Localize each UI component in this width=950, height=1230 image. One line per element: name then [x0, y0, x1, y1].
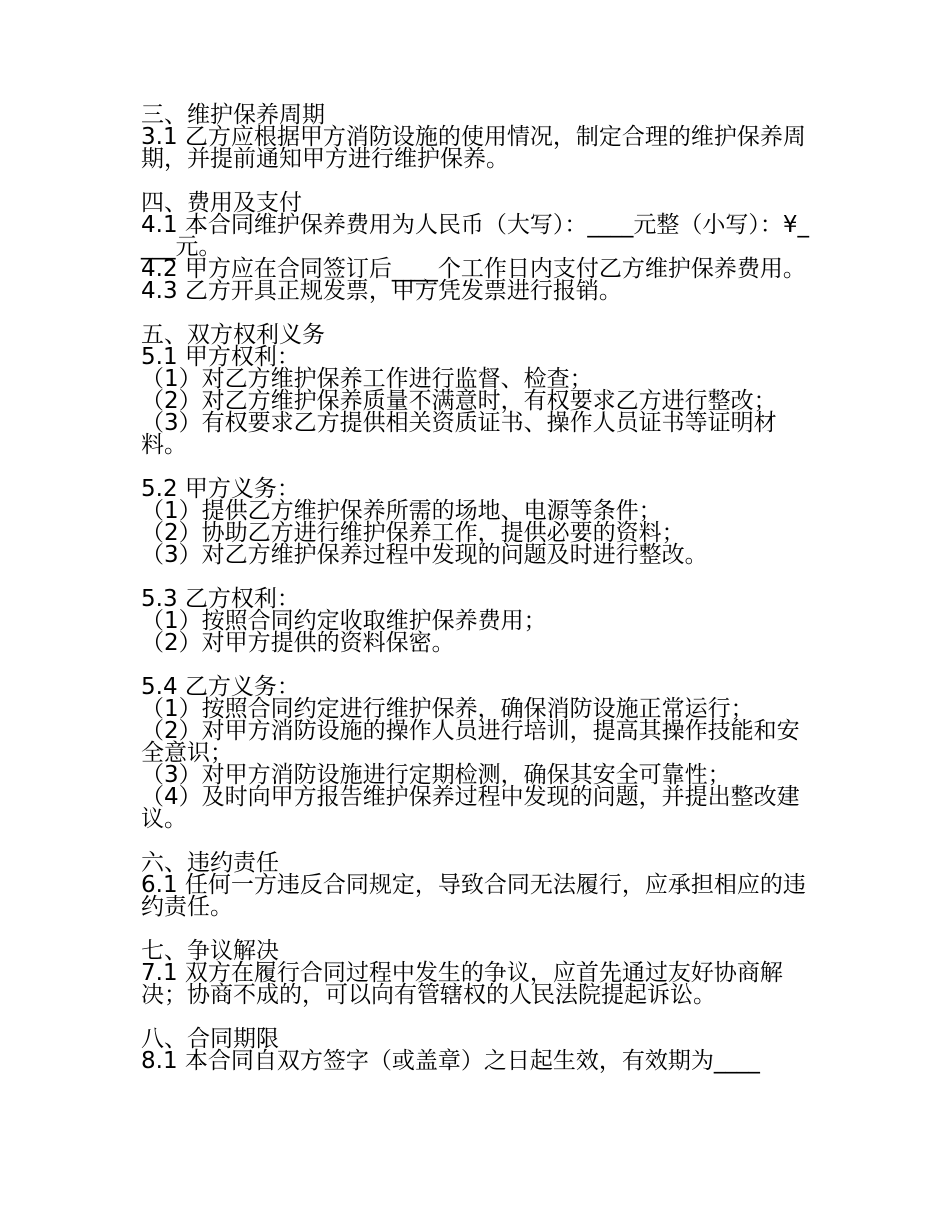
clause-line: 5.1 甲方权利： [141, 344, 300, 370]
section-rights-obligations [141, 324, 811, 456]
clause-line: 4.2 甲方应在合同签订后____个工作日内支付乙方维护保养费用。 [141, 256, 806, 282]
section-heading: 七、争议解决 [141, 938, 279, 964]
clause-line: （3）对乙方维护保养过程中发现的问题及时进行整改。 [141, 542, 708, 568]
clause-line: 6.1 任何一方违反合同规定，导致合同无法履行，应承担相应的违约责任。 [141, 872, 806, 920]
section-heading: 五、双方权利义务 [141, 322, 325, 348]
section-heading: 5.2 甲方义务： [141, 476, 300, 502]
clause-line: （1）按照合同约定收取维护保养费用； [141, 608, 547, 634]
clause-line: 3.1 乙方应根据甲方消防设施的使用情况，制定合理的维护保养周期，并提前通知甲方进行维护保养。 [141, 124, 806, 172]
clause-line: （3）对甲方消防设施进行定期检测，确保其安全可靠性； [141, 762, 731, 788]
section-liability [141, 852, 811, 918]
clause-line: 8.1 本合同自双方签字（或盖章）之日起生效，有效期为____ [141, 1048, 760, 1074]
clause-line: （2）对乙方维护保养质量不满意时，有权要求乙方进行整改； [141, 388, 777, 414]
section-fees-payment [141, 192, 811, 302]
section-heading: 5.4 乙方义务： [141, 674, 300, 700]
clause-line: （2）对甲方消防设施的操作人员进行培训，提高其操作技能和安全意识； [141, 718, 800, 766]
section-heading: 三、维护保养周期 [141, 102, 325, 128]
clause-line: （2）协助乙方进行维护保养工作，提供必要的资料； [141, 520, 685, 546]
section-party-b-rights [141, 588, 811, 654]
clause-line: 7.1 双方在履行合同过程中发生的争议，应首先通过友好协商解决；协商不成的，可以向有管辖权的人民法院提起诉讼。 [141, 960, 783, 1008]
section-heading: 八、合同期限 [141, 1026, 279, 1052]
clause-line: （4）及时向甲方报告维护保养过程中发现的问题，并提出整改建议。 [141, 784, 800, 832]
clause-line: 4.3 乙方开具正规发票，甲方凭发票进行报销。 [141, 278, 622, 304]
clause-line: （1）对乙方维护保养工作进行监督、检查； [141, 366, 593, 392]
clause-line: （3）有权要求乙方提供相关资质证书、操作人员证书等证明材料。 [141, 410, 777, 458]
section-heading: 5.3 乙方权利： [141, 586, 300, 612]
clause-line: 4.1 本合同维护保养费用为人民币（大写）：____元整（小写）：¥____元。 [141, 212, 810, 260]
section-heading: 四、费用及支付 [141, 190, 302, 216]
section-contract-term [141, 1028, 811, 1072]
section-maintenance-cycle [141, 104, 811, 170]
clause-line: （1）提供乙方维护保养所需的场地、电源等条件； [141, 498, 662, 524]
clause-line: （2）对甲方提供的资料保密。 [141, 630, 455, 656]
document-page [141, 104, 811, 1094]
section-party-a-obligations [141, 478, 811, 566]
section-party-b-obligations [141, 676, 811, 830]
section-dispute-resolution [141, 940, 811, 1006]
section-heading: 六、违约责任 [141, 850, 279, 876]
clause-line: （1）按照合同约定进行维护保养，确保消防设施正常运行； [141, 696, 754, 722]
